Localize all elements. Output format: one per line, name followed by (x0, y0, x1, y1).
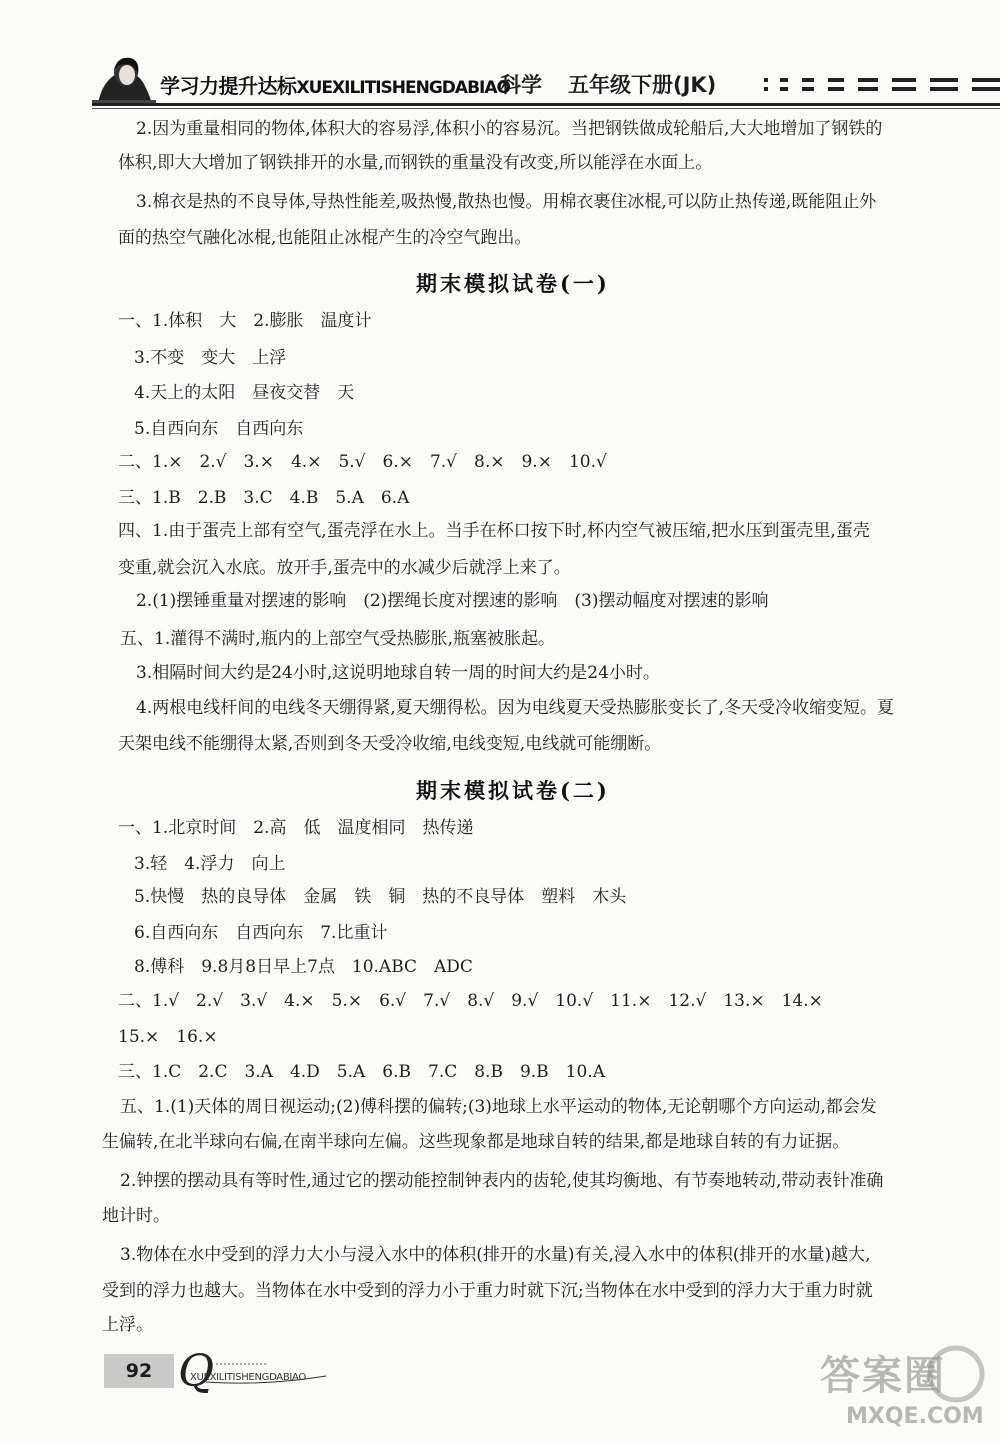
text-line: 15.× 16.× (118, 1027, 218, 1047)
text-line: 4.天上的太阳 昼夜交替 天 (134, 383, 355, 403)
text-line: 5.快慢 热的良导体 金属 铁 铜 热的不良导体 塑料 木头 (134, 887, 627, 907)
text-line: 2.因为重量相同的物体,体积大的容易浮,体积小的容易沉。当把钢铁做成轮船后,大大地增加了钢铁的 (136, 119, 883, 139)
text-line: 上浮。 (102, 1315, 153, 1335)
text-line: 3.轻 4.浮力 向上 (134, 854, 286, 874)
text-line: 四、1.由于蛋壳上部有空气,蛋壳浮在水上。当手在杯口按下时,杯内空气被压缩,把水压到蛋壳里,蛋壳 (118, 521, 870, 541)
text-line: 三、1.B 2.B 3.C 4.B 5.A 6.A (118, 488, 410, 508)
watermark-text-cn: 答案圈 (820, 1353, 946, 1399)
series-title-en: XUEXILITISHENGDABIAO (296, 78, 510, 98)
text-line: 五、1.(1)天体的周日视运动;(2)傅科摆的偏转;(3)地球上水平运动的物体,无论朝哪个方向运动,都会发 (120, 1097, 877, 1117)
text-line: 生偏转,在北半球向右偏,在南半球向左偏。这些现象都是地球自转的结果,都是地球自转的有力证据。 (102, 1132, 850, 1152)
logo-letter: Q (178, 1346, 215, 1394)
text-line: 一、1.体积 大 2.膨胀 温度计 (118, 311, 372, 331)
text-line: 3.不变 变大 上浮 (134, 348, 287, 368)
watermark-text-en: MXQE.COM (846, 1404, 984, 1429)
subject-label: 科学 (500, 73, 542, 97)
text-line: 一、1.北京时间 2.高 低 温度相同 热传递 (118, 818, 474, 838)
text-line: 五、1.灌得不满时,瓶内的上部空气受热膨胀,瓶塞被胀起。 (120, 629, 556, 649)
series-logo-icon (176, 1346, 336, 1394)
text-line: 二、1.× 2.√ 3.× 4.× 5.√ 6.× 7.√ 8.× 9.× 10.√ (118, 452, 607, 472)
series-logo-text: XUEXILITISHENGDABIAO (190, 1372, 306, 1383)
exam1-title: 期末模拟试卷(一) (416, 271, 610, 296)
text-line: 三、1.C 2.C 3.A 4.D 5.A 6.B 7.C 8.B 9.B 10.A (118, 1062, 605, 1082)
text-line: 天架电线不能绷得太紧,否则到冬天受冷收缩,电线变短,电线就可能绷断。 (118, 734, 662, 754)
text-line: 变重,就会沉入水底。放开手,蛋壳中的水减少后就浮上来了。 (118, 558, 571, 578)
text-line: 8.傅科 9.8月8日早上7点 10.ABC ADC (134, 957, 473, 977)
grade-label: 五年级下册(JK) (568, 73, 717, 97)
text-line: 6.自西向东 自西向东 7.比重计 (134, 923, 388, 943)
text-line: 2.钟摆的摆动具有等时性,通过它的摆动能控制钟表内的齿轮,使其均衡地、有节奏地转动,带动表针准确 (120, 1171, 884, 1191)
series-title-cn: 学习力提升达标 (160, 74, 297, 98)
text-line: 地计时。 (102, 1206, 170, 1226)
text-line: 体积,即大大增加了钢铁排开的水量,而钢铁的重量没有改变,所以能浮在水面上。 (118, 153, 713, 173)
text-line: 受到的浮力也越大。当物体在水中受到的浮力小于重力时就下沉;当物体在水中受到的浮力大于重力时就 (102, 1281, 873, 1301)
text-line: 面的热空气融化冰棍,也能阻止冰棍产生的冷空气跑出。 (118, 228, 532, 248)
text-line: 二、1.√ 2.√ 3.√ 4.× 5.× 6.√ 7.√ 8.√ 9.√ 10.√ 11.× 12.√ 13.× 14.× (118, 991, 823, 1011)
text-line: 4.两根电线杆间的电线冬天绷得紧,夏天绷得松。因为电线夏天受热膨胀变长了,冬天受冷收缩变短。夏 (136, 698, 895, 718)
text-line: 3.棉衣是热的不良导体,导热性能差,吸热慢,散热也慢。用棉衣裹住冰棍,可以防止热传递,既能阻止外 (136, 192, 877, 212)
exam2-title: 期末模拟试卷(二) (416, 778, 610, 803)
text-line: 5.自西向东 自西向东 (134, 419, 304, 439)
text-line: 2.(1)摆锤重量对摆速的影响 (2)摆绳长度对摆速的影响 (3)摆动幅度对摆速的影响 (136, 591, 769, 611)
text-line: 3.物体在水中受到的浮力大小与浸入水中的体积(排开的水量)有关,浸入水中的体积(排开的水量)越大, (120, 1245, 871, 1265)
text-line: 3.相隔时间大约是24小时,这说明地球自转一周的时间大约是24小时。 (136, 663, 660, 683)
page-number: 92 (104, 1354, 174, 1388)
